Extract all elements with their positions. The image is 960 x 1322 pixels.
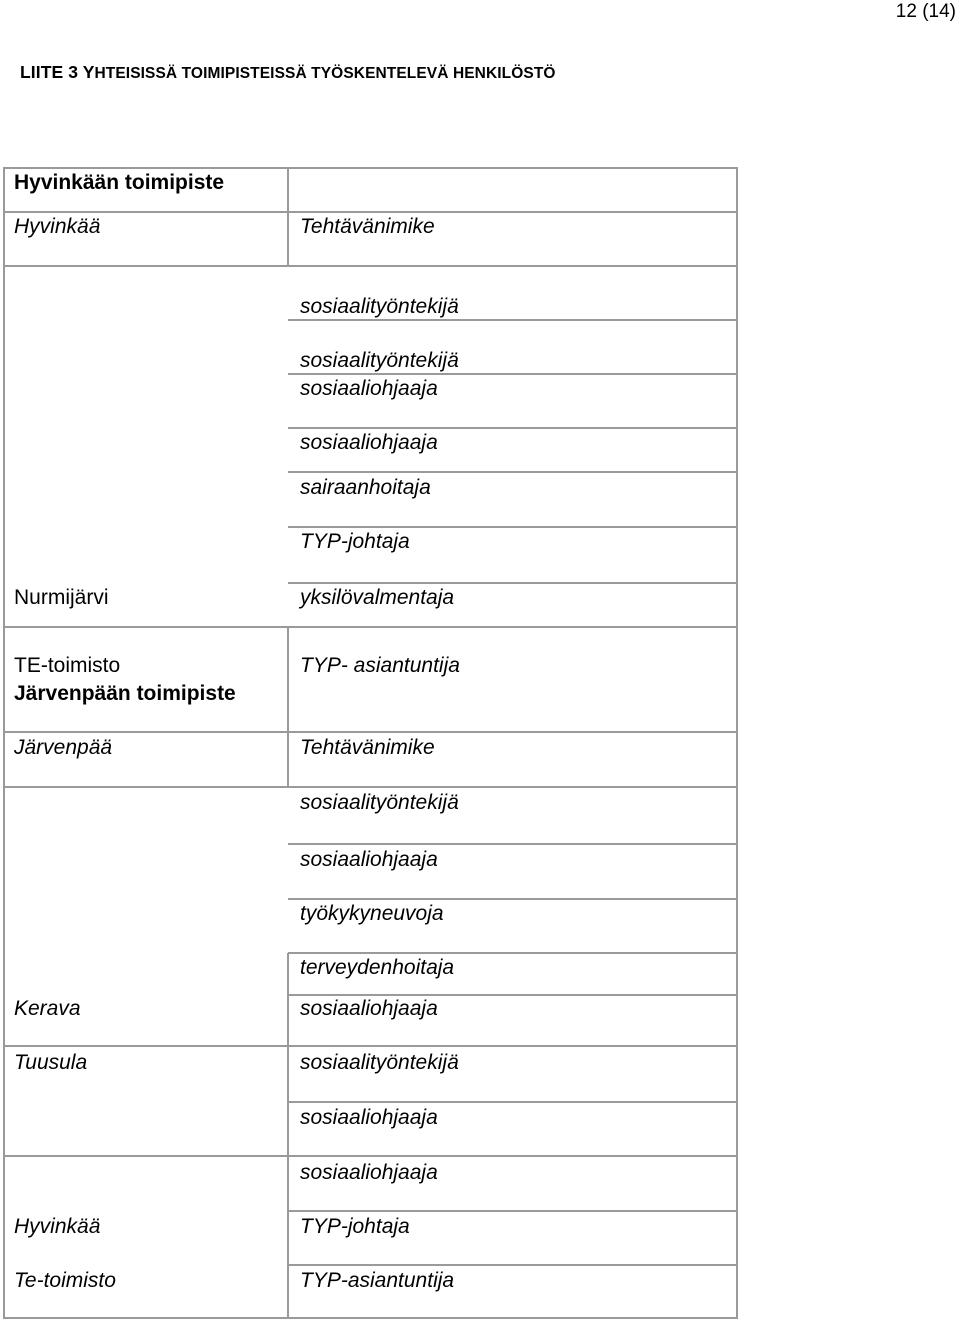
row-divider (288, 843, 738, 845)
job-title-cell: sosiaaliohjaaja (300, 1106, 438, 1129)
row-divider (288, 1101, 738, 1103)
row-divider (4, 786, 288, 788)
heading-prefix: LIITE 3 Y (20, 62, 95, 82)
column-divider (287, 168, 289, 266)
row-divider (288, 626, 738, 628)
row-divider (4, 731, 288, 733)
office-heading: Järvenpään toimipiste (14, 682, 236, 705)
row-divider (288, 1210, 738, 1212)
location-cell: Hyvinkää (14, 215, 101, 238)
page-number: 12 (14) (895, 1, 956, 22)
row-divider (288, 319, 738, 321)
job-title-cell: TYP- asiantuntija (300, 654, 460, 677)
location-cell: Kerava (14, 997, 81, 1020)
location-cell: Hyvinkää (14, 1215, 101, 1238)
row-divider (288, 994, 738, 996)
organization-cell: Te-toimisto (14, 1269, 116, 1292)
location-cell: Nurmijärvi (14, 586, 109, 609)
row-divider (288, 582, 738, 584)
row-divider (288, 526, 738, 528)
location-cell: Järvenpää (14, 736, 113, 759)
organization-cell: TE-toimisto (14, 654, 121, 677)
row-divider (288, 427, 738, 429)
job-title-cell: yksilövalmentaja (300, 586, 455, 609)
row-divider (288, 1155, 738, 1157)
row-divider (288, 952, 738, 954)
job-title-cell: TYP-johtaja (300, 530, 410, 553)
row-divider (288, 1045, 738, 1047)
job-title-cell: sairaanhoitaja (300, 476, 431, 499)
job-title-cell: sosiaaliohjaaja (300, 431, 438, 454)
job-title-cell: terveydenhoitaja (300, 956, 455, 979)
row-divider (4, 265, 288, 267)
heading-rest: HTEISISSÄ TOIMIPISTEISSÄ TYÖSKENTELEVÄ HENKILÖSTÖ (94, 65, 556, 82)
row-divider (4, 1155, 288, 1157)
location-cell: Tuusula (14, 1051, 88, 1074)
job-title-header: Tehtävänimike (300, 736, 435, 759)
office-heading: Hyvinkään toimipiste (14, 171, 225, 194)
job-title-header: Tehtävänimike (300, 215, 435, 238)
column-divider (287, 627, 289, 787)
row-divider (288, 373, 738, 375)
job-title-cell: TYP-johtaja (300, 1215, 410, 1238)
job-title-cell: sosiaaliohjaaja (300, 377, 438, 400)
job-title-cell: TYP-asiantuntija (300, 1269, 455, 1292)
row-divider (4, 211, 288, 213)
row-divider (288, 1264, 738, 1266)
row-divider (288, 786, 738, 788)
row-divider (4, 626, 288, 628)
row-divider (288, 471, 738, 473)
row-divider (288, 898, 738, 900)
job-title-cell: sosiaaliohjaaja (300, 1161, 438, 1184)
row-divider (288, 731, 738, 733)
job-title-cell: sosiaalityöntekijä (300, 791, 459, 814)
job-title-cell: työkykyneuvoja (300, 902, 444, 925)
job-title-cell: sosiaalityöntekijä (300, 349, 459, 372)
page-heading (20, 62, 556, 83)
job-title-cell: sosiaalityöntekijä (300, 295, 459, 318)
row-divider (288, 211, 738, 213)
job-title-cell: sosiaaliohjaaja (300, 848, 438, 871)
job-title-cell: sosiaalityöntekijä (300, 1051, 459, 1074)
row-divider (288, 265, 738, 267)
job-title-cell: sosiaaliohjaaja (300, 997, 438, 1020)
row-divider (4, 1045, 288, 1047)
